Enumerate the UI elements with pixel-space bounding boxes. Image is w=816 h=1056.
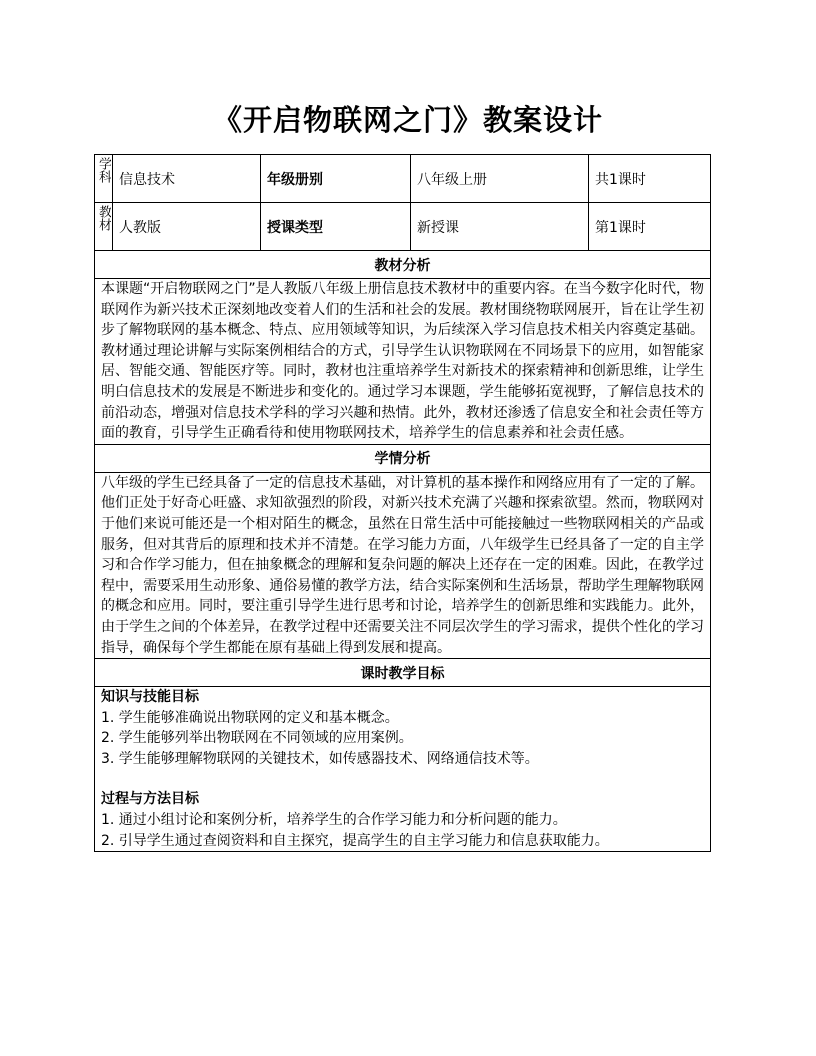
info-row-textbook (95, 203, 711, 251)
total-hours-value: 共1课时 (589, 155, 711, 203)
objectives-row (95, 687, 711, 852)
knowledge-goal-item: 1. 学生能够准确说出物联网的定义和基本概念。 (101, 709, 399, 726)
knowledge-goal-item: 2. 学生能够列举出物联网在不同领域的应用案例。 (101, 730, 413, 747)
knowledge-goal-item: 3. 学生能够理解物联网的关键技术，如传感器技术、网络通信技术等。 (101, 750, 539, 767)
lesson-number-value: 第1课时 (589, 203, 711, 251)
textbook-label-cell (95, 203, 113, 251)
material-analysis-header-row (95, 251, 711, 279)
info-row-subject (95, 155, 711, 203)
process-goals-heading: 过程与方法目标 (101, 791, 199, 808)
lesson-plan-table (94, 154, 711, 852)
student-analysis-heading: 学情分析 (95, 444, 711, 472)
material-analysis-text: 本课题“开启物联网之门”是人教版八年级上册信息技术教材中的重要内容。在当今数字化时代，物联网作为新兴技术正深刻地改变着人们的生活和社会的发展。教材围绕物联网展开，旨在让学生初步了解物联网的基本概念、特点、应用领域等知识，为后续深入学习信息技术相关内容奠定基础。教材通过理论讲解与实际案例相结合的方式，引导学生认识物联网在不同场景下的应用，如智能家居、智能交通、智能医疗等。同时，教材也注重培养学生对新技术的探索精神和创新思维，让学生明白信息技术的发展是不断进步和变化的。通过学习本课题，学生能够拓宽视野，了解信息技术的前沿动态，增强对信息技术学科的学习兴趣和热情。此外，教材还渗透了信息安全和社会责任等方面的教育，引导学生正确看待和使用物联网技术，培养学生的信息素养和社会责任感。 (95, 279, 711, 445)
student-analysis-row (95, 472, 711, 658)
process-goal-item: 1. 通过小组讨论和案例分析，培养学生的合作学习能力和分析问题的能力。 (101, 812, 567, 829)
process-goal-item: 2. 引导学生通过查阅资料和自主探究，提高学生的自主学习能力和信息获取能力。 (101, 832, 609, 849)
subject-label: 学科 (96, 157, 111, 183)
textbook-label: 教材 (96, 205, 111, 231)
subject-value: 信息技术 (113, 155, 261, 203)
objectives-cell (95, 687, 711, 852)
lesson-type-value: 新授课 (411, 203, 589, 251)
grade-label: 年级册别 (261, 155, 411, 203)
goal-spacer (101, 769, 704, 789)
lesson-type-label: 授课类型 (261, 203, 411, 251)
objectives-heading: 课时教学目标 (95, 659, 711, 687)
subject-label-cell (95, 155, 113, 203)
knowledge-goals-heading: 知识与技能目标 (101, 689, 199, 706)
material-analysis-row (95, 279, 711, 445)
objectives-header-row (95, 659, 711, 687)
material-analysis-heading: 教材分析 (95, 251, 711, 279)
student-analysis-header-row (95, 444, 711, 472)
document-title: 《开启物联网之门》教案设计 (212, 103, 603, 137)
textbook-value: 人教版 (113, 203, 261, 251)
grade-value: 八年级上册 (411, 155, 589, 203)
student-analysis-text: 八年级的学生已经具备了一定的信息技术基础，对计算机的基本操作和网络应用有了一定的了解。他们正处于好奇心旺盛、求知欲强烈的阶段，对新兴技术充满了兴趣和探索欲望。然而，物联网对于他们来说可能还是一个相对陌生的概念，虽然在日常生活中可能接触过一些物联网相关的产品或服务，但对其背后的原理和技术并不清楚。在学习能力方面，八年级学生已经具备了一定的自主学习和合作学习能力，但在抽象概念的理解和复杂问题的解决上还存在一定的困难。因此，在教学过程中，需要采用生动形象、通俗易懂的教学方法，结合实际案例和生活场景，帮助学生理解物联网的概念和应用。同时，要注重引导学生进行思考和讨论，培养学生的创新思维和实践能力。此外，由于学生之间的个体差异，在教学过程中还需要关注不同层次学生的学习需求，提供个性化的学习指导，确保每个学生都能在原有基础上得到发展和提高。 (95, 472, 711, 658)
